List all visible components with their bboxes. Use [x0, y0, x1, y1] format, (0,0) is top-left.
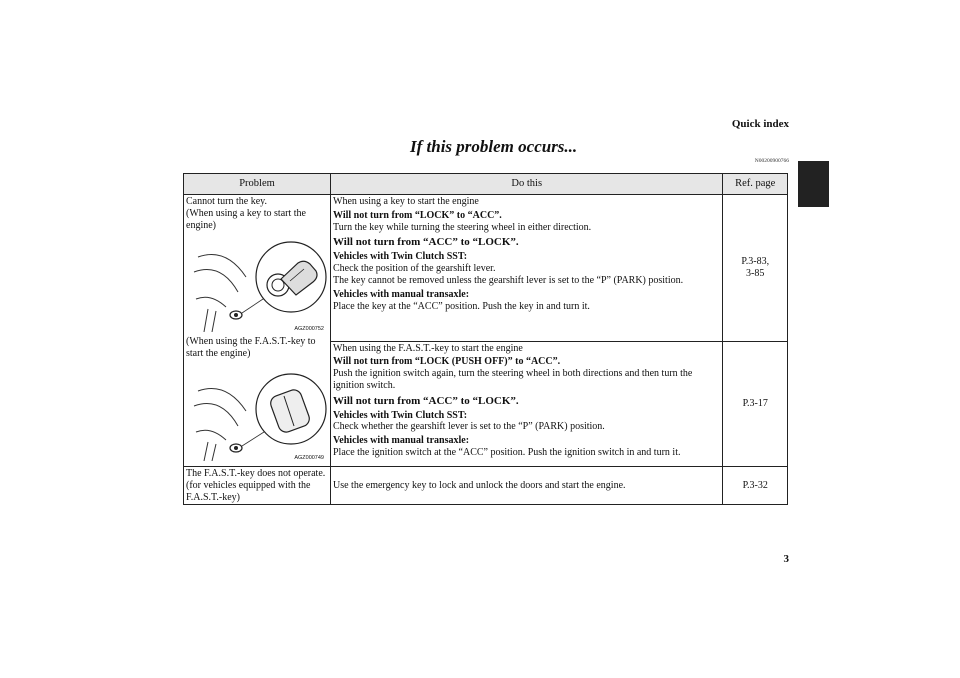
table-header-row: [184, 174, 788, 195]
ref-page: P.3-17: [742, 397, 768, 409]
problem-text: Cannot turn the key.: [186, 196, 268, 207]
header-ref-page: Ref. page: [723, 174, 788, 195]
instruction-text: Push the ignition switch again, turn the steering wheel in both directions and then turn the ignition switch.: [333, 368, 693, 391]
ref-cell-fast-key: [723, 341, 788, 466]
problem-condition: (for vehicles equipped with the F.A.S.T.-key): [186, 479, 311, 503]
instruction-subheading: Vehicles with manual transaxle:: [333, 288, 470, 300]
figure-caption: AGZ000752: [294, 325, 324, 332]
instruction-text: Use the emergency key to lock and unlock the doors and start the engine.: [333, 479, 626, 491]
instruction-text: Check whether the gearshift lever is set to the “P” (PARK) position.: [333, 421, 605, 433]
fast-key-ignition-drawing: [186, 366, 328, 461]
instruction-heading: Will not turn from “ACC” to “LOCK”.: [333, 394, 519, 407]
instruction-subheading: Vehicles with Twin Clutch SST:: [333, 251, 468, 263]
table-row: [184, 195, 788, 342]
instruction-heading: Will not turn from “ACC” to “LOCK”.: [333, 236, 519, 249]
section-header: Quick index: [731, 118, 789, 130]
instruction-heading: Will not turn from “LOCK (PUSH OFF)” to “ACC”.: [333, 356, 561, 368]
problem-text: The F.A.S.T.-key does not operate.: [186, 467, 326, 479]
instruction-text: Check the position of the gearshift lever.: [333, 263, 496, 275]
ref-page: P.3-83,: [741, 255, 770, 267]
table-row: [184, 466, 788, 504]
instruction-heading: Will not turn from “LOCK” to “ACC”.: [333, 209, 502, 221]
instruction-subheading: Vehicles with manual transaxle:: [333, 435, 470, 447]
instruction-text: Turn the key while turning the steering wheel in either direction.: [333, 221, 592, 233]
figure-caption: AGZ000749: [294, 454, 324, 461]
ref-cell-key: [723, 195, 788, 342]
problem-condition-fast-key: (When using the F.A.S.T.-key to start the engine): [186, 336, 316, 360]
instruction-text: The key cannot be removed unless the gearshift lever is set to the “P” (PARK) position.: [333, 274, 684, 286]
page-title: If this problem occurs...: [410, 137, 578, 156]
key-ignition-drawing: [186, 237, 328, 332]
instruction-subheading: Vehicles with Twin Clutch SST:: [333, 409, 468, 421]
fast-key-ignition-illustration: [186, 366, 328, 461]
key-ignition-illustration: [186, 237, 328, 332]
instruction-text: Place the key at the “ACC” position. Push the key in and turn it.: [333, 300, 590, 312]
chapter-tab: [798, 161, 829, 207]
header-problem: Problem: [184, 174, 331, 195]
do-this-cell-emergency: [331, 466, 723, 504]
problem-cell-key: [184, 195, 331, 467]
ref-cell-emergency: [723, 466, 788, 504]
instruction-intro: When using a key to start the engine: [333, 196, 479, 207]
problem-condition-key: (When using a key to start the engine): [186, 207, 306, 231]
troubleshooting-table: [183, 173, 788, 505]
do-this-cell-fast-key: [331, 341, 723, 466]
problem-cell-fast-key: [184, 466, 331, 504]
header-do-this: Do this: [331, 174, 723, 195]
document-code: N00200900766: [754, 158, 789, 164]
instruction-intro: When using the F.A.S.T.-key to start the engine: [333, 342, 523, 354]
instruction-text: Place the ignition switch at the “ACC” position. Push the ignition switch in and turn it.: [333, 447, 681, 459]
ref-page: 3-85: [746, 267, 765, 279]
ref-page: P.3-32: [742, 479, 768, 491]
page-number: 3: [783, 553, 789, 565]
do-this-cell-key: [331, 195, 723, 342]
